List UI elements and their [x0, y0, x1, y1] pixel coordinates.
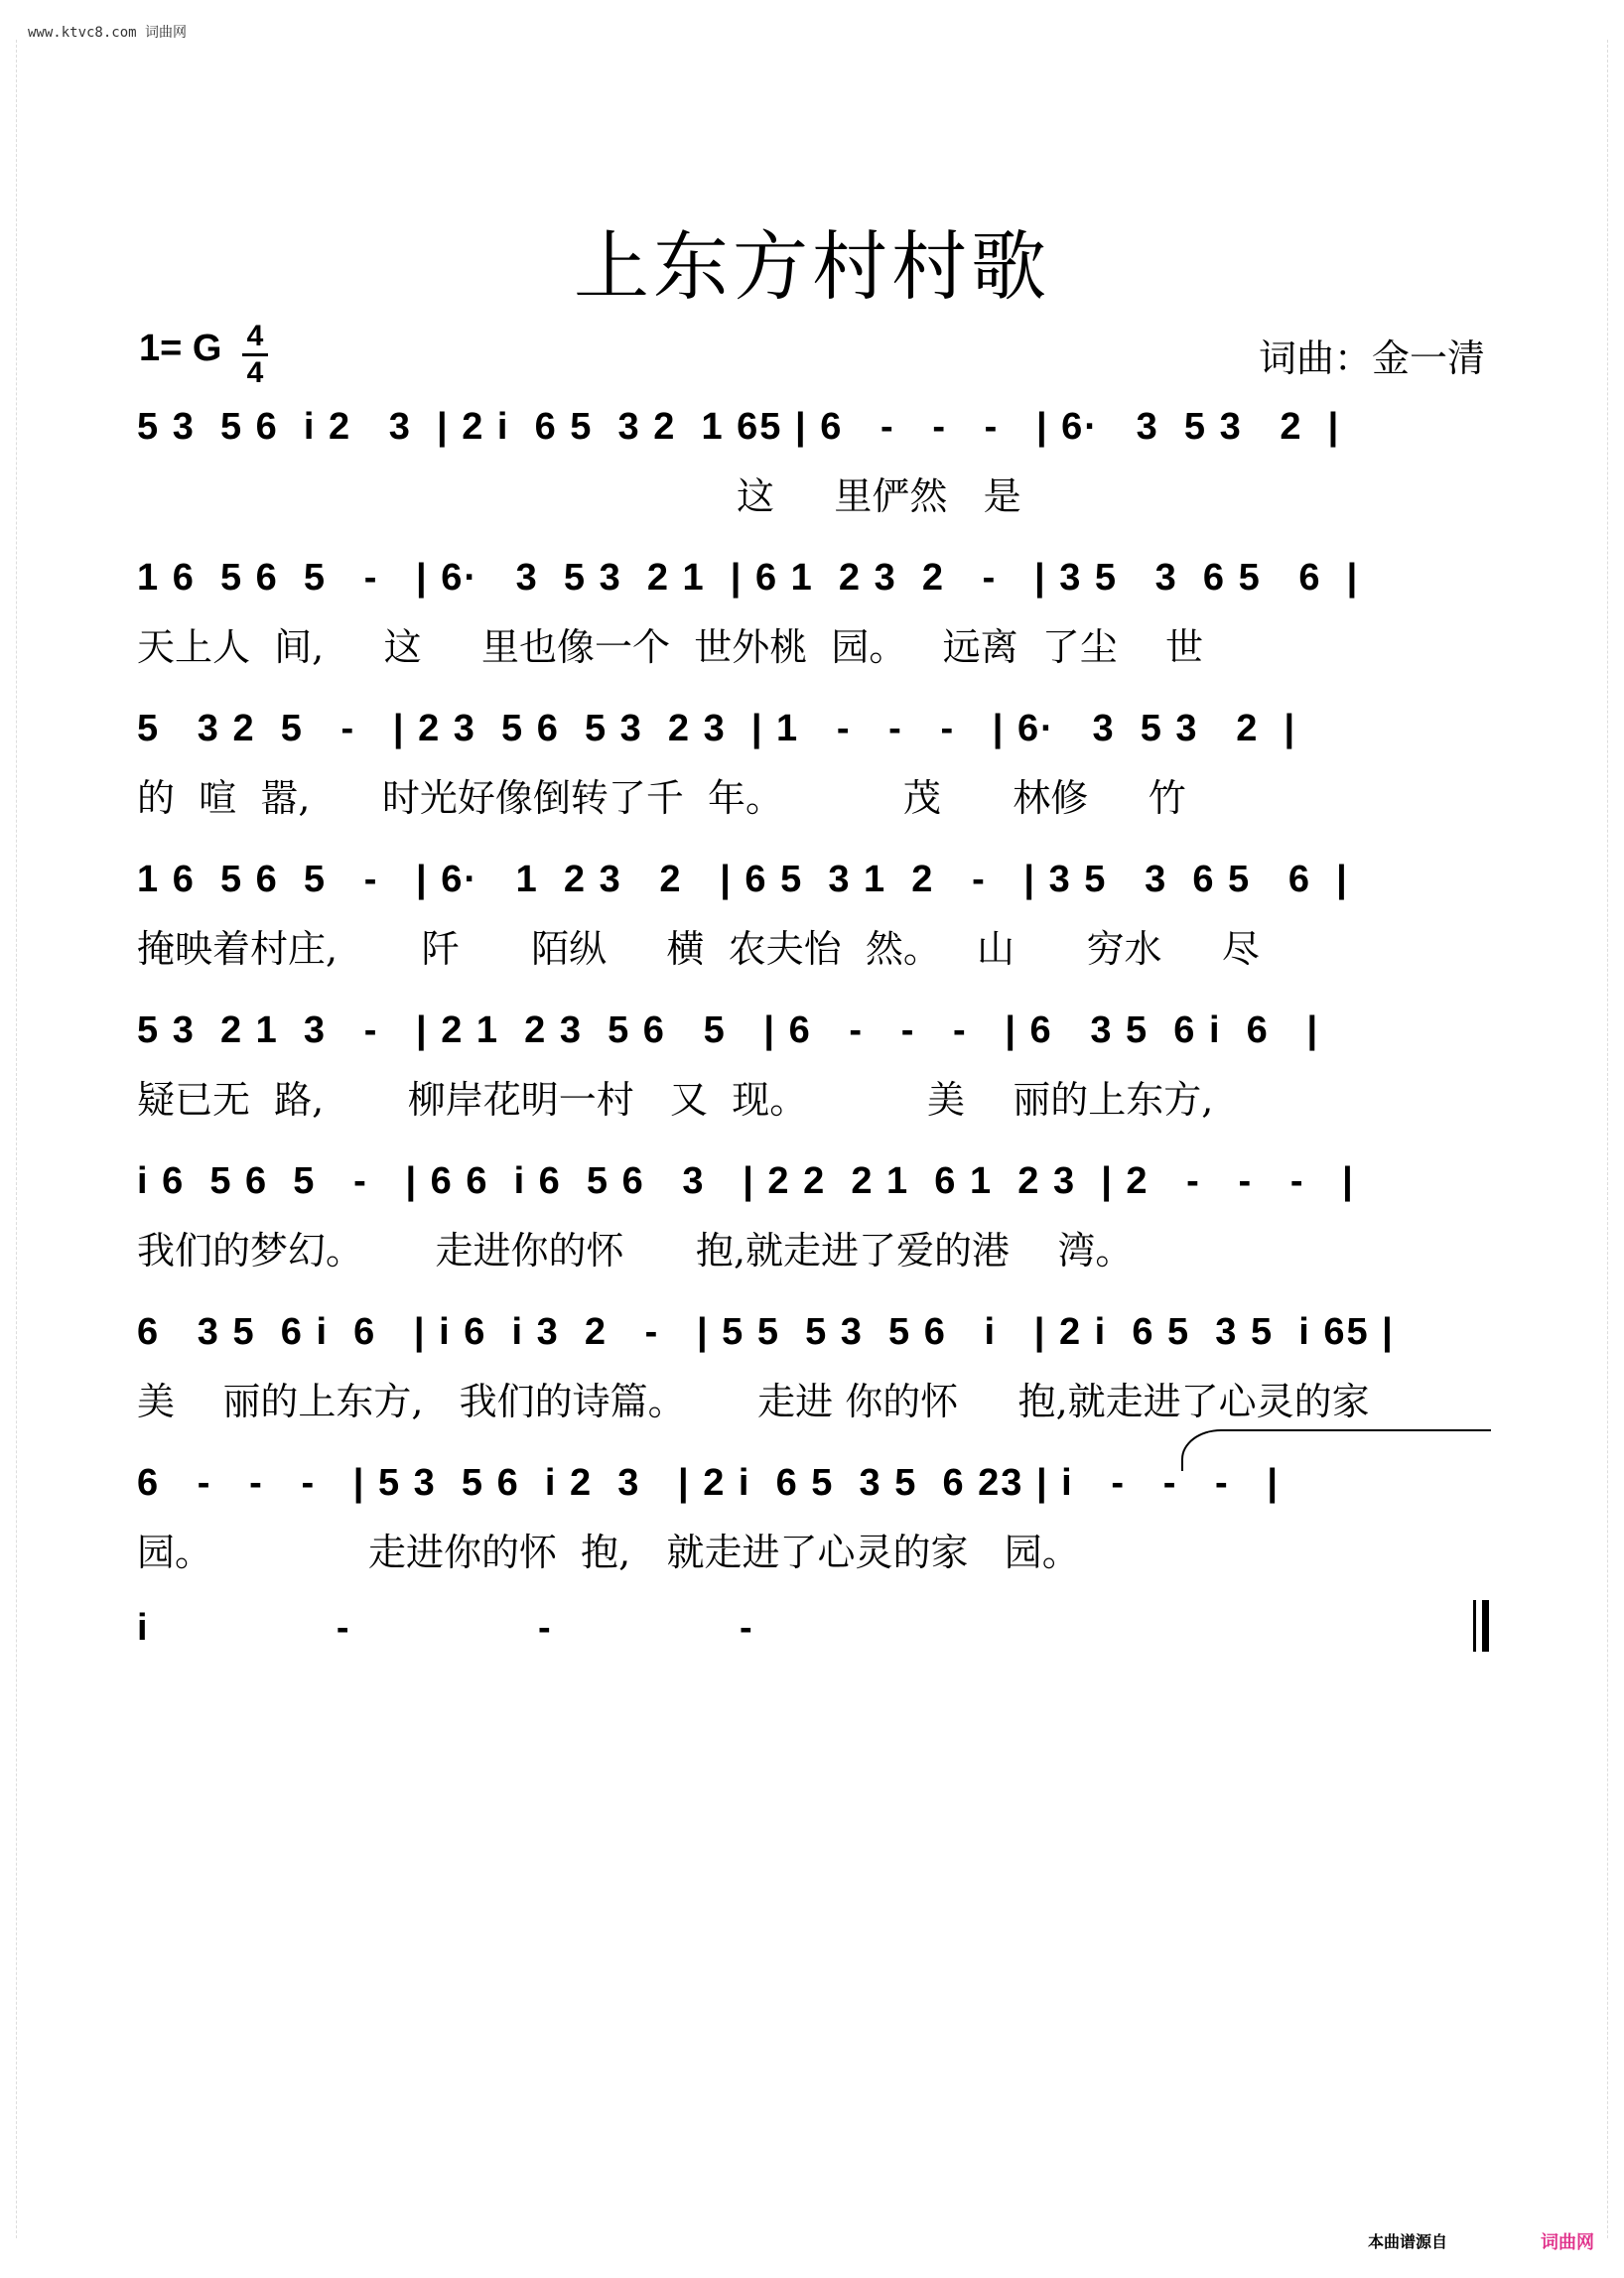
notation-line-8: 6 - - - | 5 3 5 6 i 2 3 | 2 i 6 5 3 5 6 23 | i - - - |	[137, 1462, 1281, 1504]
composer-credit: 词曲：金一清	[1258, 336, 1485, 380]
right-margin-watermark	[1607, 40, 1622, 2238]
footer-source-text: 本曲谱源自	[1367, 2234, 1447, 2251]
time-signature	[242, 320, 268, 390]
lyric-line-2: 天上人 间, 这 里也像一个 世外桃 园。 远离 了尘 世	[137, 625, 1204, 669]
notation-line-1: 5 3 5 6 i 2 3 | 2 i 6 5 3 2 1 65 | 6 - - - | 6· 3 5 3 2 |	[137, 406, 1341, 448]
notation-line-2: 1 6 5 6 5 - | 6· 3 5 3 2 1 | 6 1 2 3 2 - | 3 5 3 6 5 6 |	[137, 557, 1360, 599]
time-signature-top: 4	[242, 320, 268, 356]
time-signature-bottom: 4	[246, 356, 264, 389]
notation-line-7: 6 3 5 6 i 6 | i 6 i 3 2 - | 5 5 5 3 5 6 i | 2 i 6 5 3 5 i 65 |	[137, 1311, 1395, 1353]
lyric-line-1: 这 里俨然 是	[137, 474, 1021, 518]
song-title: 上东方村村歌	[574, 222, 1050, 311]
footer-brand-link[interactable]: 词曲网	[1541, 2232, 1594, 2252]
notation-line-9: i - - -	[137, 1607, 754, 1649]
left-margin-watermark	[2, 40, 17, 2238]
notation-line-5: 5 3 2 1 3 - | 2 1 2 3 5 6 5 | 6 - - - | 6 3 5 6 i 6 |	[137, 1009, 1320, 1051]
final-barline	[1473, 1600, 1489, 1652]
notation-line-3: 5 3 2 5 - | 2 3 5 6 5 3 2 3 | 1 - - - | 6· 3 5 3 2 |	[137, 708, 1297, 749]
site-url[interactable]: www.ktvc8.com 词曲网	[28, 25, 188, 41]
lyric-line-4: 掩映着村庄, 阡 陌纵 横 农夫怡 然。 山 穷水 尽	[137, 927, 1260, 971]
notation-line-4: 1 6 5 6 5 - | 6· 1 2 3 2 | 6 5 3 1 2 - | 3 5 3 6 5 6 |	[137, 859, 1349, 900]
key-signature: 1= G	[139, 328, 222, 369]
lyric-line-8: 园。 走进你的怀 抱, 就走进了心灵的家 园。	[137, 1531, 1080, 1574]
lyric-line-7: 美 丽的上东方, 我们的诗篇。 走进 你的怀 抱,就走进了心灵的家	[137, 1380, 1370, 1423]
notation-line-6: i 6 5 6 5 - | 6 6 i 6 5 6 3 | 2 2 2 1 6 1 2 3 | 2 - - - |	[137, 1160, 1355, 1202]
lyric-line-6: 我们的梦幻。 走进你的怀 抱,就走进了爱的港 湾。	[137, 1229, 1134, 1273]
lyric-line-3: 的 喧 嚣, 时光好像倒转了千 年。 茂 林修 竹	[137, 776, 1186, 820]
lyric-line-5: 疑已无 路, 柳岸花明一村 又 现。 美 丽的上东方,	[137, 1078, 1214, 1122]
